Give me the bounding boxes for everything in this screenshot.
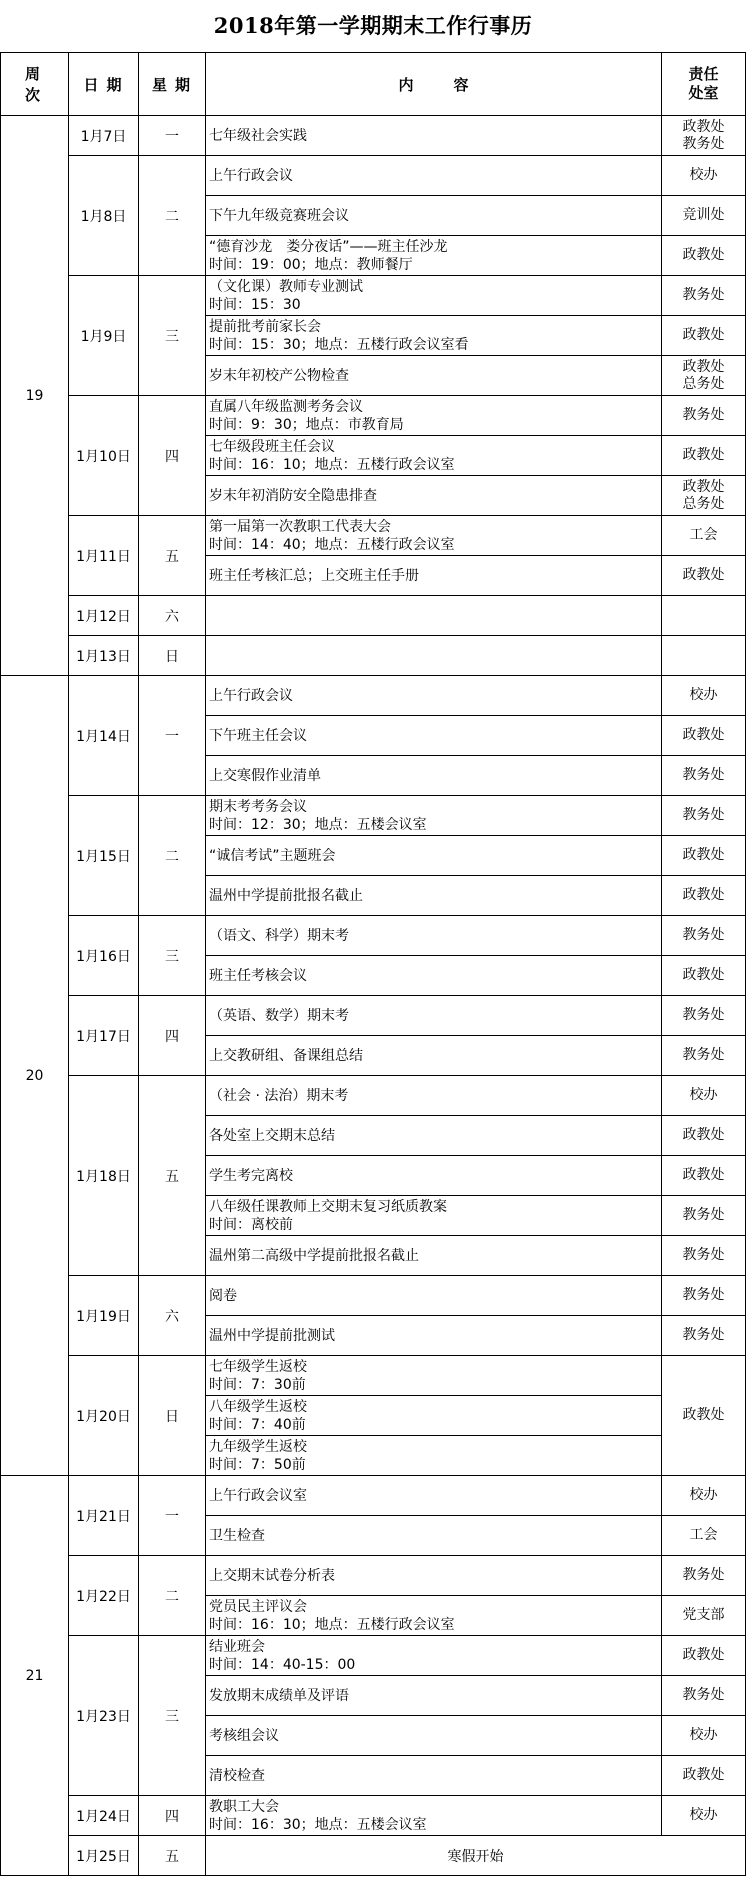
content-detail-line: 时间：9：30；地点：市教育局 (209, 416, 404, 433)
content-line: 上交期末试卷分析表 (209, 1567, 335, 1584)
content-line: 党员民主评议会 (209, 1598, 307, 1615)
dept-name: 政教处 (682, 847, 725, 863)
dept-name: 教务处 (682, 1327, 725, 1343)
content-line: 八年级学生返校 (209, 1398, 307, 1415)
content-line: 上午行政会议室 (209, 1487, 307, 1504)
date-cell: 1月25日 (69, 1836, 139, 1876)
content-line: 温州第二高级中学提前批报名截止 (209, 1247, 419, 1264)
weekday-cell: 一 (139, 116, 206, 156)
dept-name: 教务处 (682, 767, 725, 783)
header-date: 日期 (69, 53, 139, 116)
table-row (1, 916, 746, 956)
content-cell (206, 1316, 662, 1356)
weekday-cell: 日 (139, 1356, 206, 1476)
content-detail-line: 时间：7：40前 (209, 1416, 306, 1433)
date-cell: 1月24日 (69, 1796, 139, 1836)
content-detail-line: 时间：16：10；地点：五楼行政会议室 (209, 456, 455, 473)
schedule-body (1, 116, 746, 1876)
dept-cell (662, 1636, 746, 1676)
content-cell (206, 1556, 662, 1596)
content-cell (206, 1796, 662, 1836)
content-cell (206, 956, 662, 996)
content-line: 班主任考核汇总；上交班主任手册 (209, 567, 419, 584)
content-line: “德育沙龙 娄分夜话”——班主任沙龙 (209, 238, 448, 255)
table-row (1, 1476, 746, 1516)
content-detail-line: 时间：14：40；地点：五楼行政会议室 (209, 536, 455, 553)
date-cell: 1月8日 (69, 156, 139, 276)
content-line: （英语、数学）期末考 (209, 1007, 349, 1024)
dept-cell (662, 556, 746, 596)
content-cell (206, 1516, 662, 1556)
table-row (1, 1796, 746, 1836)
dept-cell (662, 1476, 746, 1516)
dept-cell (662, 956, 746, 996)
week-cell: 21 (1, 1476, 69, 1876)
dept-name: 教务处 (682, 1287, 725, 1303)
content-cell (206, 316, 662, 356)
content-detail-line: 时间：16：30；地点：五楼会议室 (209, 1816, 427, 1833)
content-line: 八年级任课教师上交期末复习纸质教案 (209, 1198, 447, 1215)
content-line: 上午行政会议 (209, 687, 293, 704)
content-line: 班主任考核会议 (209, 967, 307, 984)
date-cell: 1月21日 (69, 1476, 139, 1556)
date-cell: 1月22日 (69, 1556, 139, 1636)
weekday-cell: 四 (139, 1796, 206, 1836)
date-cell: 1月9日 (69, 276, 139, 396)
dept-cell (662, 356, 746, 396)
dept-cell (662, 1196, 746, 1236)
table-row (1, 1276, 746, 1316)
date-cell: 1月10日 (69, 396, 139, 516)
weekday-cell: 三 (139, 916, 206, 996)
content-line: 下午九年级竞赛班会议 (209, 207, 349, 224)
weekday-cell: 六 (139, 596, 206, 636)
dept-name: 校办 (689, 1807, 718, 1823)
content-cell (206, 1116, 662, 1156)
weekday-cell: 日 (139, 636, 206, 676)
content-cell (206, 876, 662, 916)
dept-cell (662, 156, 746, 196)
dept-cell (662, 516, 746, 556)
weekday-cell: 五 (139, 516, 206, 596)
dept-cell (662, 596, 746, 636)
content-line: 岁末年初消防安全隐患排查 (209, 487, 377, 504)
content-cell (206, 1436, 662, 1476)
dept-name: 政教处 (682, 247, 725, 263)
content-line: 阅卷 (209, 1287, 237, 1304)
dept-cell (662, 1756, 746, 1796)
dept-name: 政教处 (682, 1167, 725, 1183)
content-cell (206, 1156, 662, 1196)
content-cell (206, 1076, 662, 1116)
dept-cell (662, 236, 746, 276)
weekday-cell: 一 (139, 1476, 206, 1556)
dept-name: 教务处 (682, 1047, 725, 1063)
dept-name: 教务处 (682, 135, 725, 152)
table-row (1, 516, 746, 556)
content-cell (206, 1196, 662, 1236)
content-cell (206, 1276, 662, 1316)
content-detail-line: 时间：12：30；地点：五楼会议室 (209, 816, 427, 833)
dept-name: 政教处 (682, 887, 725, 903)
content-cell (206, 676, 662, 716)
weekday-cell: 二 (139, 156, 206, 276)
dept-name: 教务处 (682, 1007, 725, 1023)
content-cell (206, 1756, 662, 1796)
content-line: 发放期末成绩单及评语 (209, 1687, 349, 1704)
dept-name: 校办 (689, 167, 718, 183)
content-line: 卫生检查 (209, 1527, 265, 1544)
content-line: 九年级学生返校 (209, 1438, 307, 1455)
dept-cell (662, 716, 746, 756)
content-cell (206, 116, 662, 156)
dept-cell (662, 836, 746, 876)
content-cell (206, 156, 662, 196)
dept-cell (662, 1316, 746, 1356)
dept-cell (662, 196, 746, 236)
date-cell: 1月19日 (69, 1276, 139, 1356)
content-cell (206, 1236, 662, 1276)
content-cell (206, 1676, 662, 1716)
weekday-cell: 四 (139, 996, 206, 1076)
content-cell (206, 836, 662, 876)
date-cell: 1月11日 (69, 516, 139, 596)
dept-name: 校办 (689, 687, 718, 703)
content-line: 学生考完离校 (209, 1167, 293, 1184)
content-detail-line: 时间：7：50前 (209, 1456, 306, 1473)
dept-cell (662, 1556, 746, 1596)
dept-cell (662, 796, 746, 836)
dept-name: 政教处 (682, 447, 725, 463)
content-cell (206, 516, 662, 556)
date-cell: 1月7日 (69, 116, 139, 156)
content-cell (206, 796, 662, 836)
dept-cell (662, 916, 746, 956)
dept-name: 教务处 (682, 1567, 725, 1583)
content-line: 结业班会 (209, 1638, 265, 1655)
dept-cell (662, 1796, 746, 1836)
header-dept-line2: 处室 (688, 84, 719, 102)
table-row (1, 396, 746, 436)
content-line: 清校检查 (209, 1767, 265, 1784)
schedule-table (0, 52, 746, 1876)
content-cell (206, 996, 662, 1036)
table-row (1, 596, 746, 636)
content-line: （语文、科学）期末考 (209, 927, 349, 944)
dept-name: 竞训处 (682, 207, 725, 223)
table-row (1, 676, 746, 716)
content-line: （社会 · 法治）期末考 (209, 1087, 349, 1104)
dept-cell (662, 276, 746, 316)
content-detail-line: 时间：离校前 (209, 1216, 293, 1233)
content-line: 考核组会议 (209, 1727, 279, 1744)
dept-name: 政教处 (682, 358, 725, 375)
table-row (1, 1076, 746, 1116)
weekday-cell: 四 (139, 396, 206, 516)
dept-name: 教务处 (682, 1247, 725, 1263)
dept-cell (662, 1276, 746, 1316)
dept-name: 教务处 (682, 407, 725, 423)
content-line: 下午班主任会议 (209, 727, 307, 744)
dept-cell (662, 116, 746, 156)
weekday-cell: 二 (139, 1556, 206, 1636)
dept-name: 教务处 (682, 807, 725, 823)
weekday-cell: 二 (139, 796, 206, 916)
dept-name: 政教处 (682, 118, 725, 135)
date-cell: 1月12日 (69, 596, 139, 636)
content-detail-line: 时间：19：00；地点：教师餐厅 (209, 256, 413, 273)
content-cell (206, 1636, 662, 1676)
content-cell (206, 1356, 662, 1396)
date-cell: 1月15日 (69, 796, 139, 916)
content-cell (206, 916, 662, 956)
content-line: 教职工大会 (209, 1798, 279, 1815)
content-cell (206, 396, 662, 436)
content-line: 温州中学提前批报名截止 (209, 887, 363, 904)
date-cell: 1月17日 (69, 996, 139, 1076)
content-cell (206, 196, 662, 236)
content-detail-line: 时间：15：30 (209, 296, 301, 313)
dept-cell (662, 1076, 746, 1116)
content-cell (206, 596, 662, 636)
content-line: 七年级段班主任会议 (209, 438, 335, 455)
table-row (1, 636, 746, 676)
dept-cell (662, 636, 746, 676)
date-cell: 1月23日 (69, 1636, 139, 1796)
dept-name: 党支部 (682, 1607, 725, 1623)
week-cell: 20 (1, 676, 69, 1476)
dept-name: 教务处 (682, 1207, 725, 1223)
table-row (1, 996, 746, 1036)
dept-cell (662, 1356, 746, 1476)
dept-name: 政教处 (682, 1127, 725, 1143)
table-row (1, 1636, 746, 1676)
content-cell (206, 1716, 662, 1756)
table-row (1, 156, 746, 196)
table-row (1, 1356, 746, 1396)
content-line: 岁末年初校产公物检查 (209, 367, 349, 384)
header-content: 内容 (206, 53, 662, 116)
dept-name: 政教处 (682, 727, 725, 743)
header-week: 周次 (1, 53, 69, 116)
dept-name: 总务处 (682, 495, 725, 512)
header-row (1, 53, 746, 116)
dept-cell (662, 1236, 746, 1276)
weekday-cell: 五 (139, 1076, 206, 1276)
dept-cell (662, 1516, 746, 1556)
dept-name: 校办 (689, 1487, 718, 1503)
content-cell (206, 236, 662, 276)
dept-cell (662, 876, 746, 916)
weekday-cell: 三 (139, 276, 206, 396)
dept-cell (662, 1036, 746, 1076)
dept-name: 政教处 (682, 478, 725, 495)
dept-name: 政教处 (682, 1407, 725, 1423)
dept-name: 工会 (689, 1527, 718, 1543)
content-cell (206, 436, 662, 476)
header-dept-line1: 责任 (688, 65, 719, 83)
content-cell (206, 556, 662, 596)
content-line: 期末考考务会议 (209, 798, 307, 815)
content-cell (206, 1036, 662, 1076)
date-cell: 1月20日 (69, 1356, 139, 1476)
dept-cell (662, 1156, 746, 1196)
dept-cell (662, 1116, 746, 1156)
dept-name: 教务处 (682, 1687, 725, 1703)
content-detail-line: 时间：14：40-15：00 (209, 1656, 356, 1673)
content-line: 第一届第一次教职工代表大会 (209, 518, 391, 535)
content-line: 上交教研组、备课组总结 (209, 1047, 363, 1064)
content-cell (206, 356, 662, 396)
weekday-cell: 六 (139, 1276, 206, 1356)
content-cell (206, 476, 662, 516)
weekday-cell: 一 (139, 676, 206, 796)
table-row (1, 116, 746, 156)
weekday-cell: 三 (139, 1636, 206, 1796)
content-line: 各处室上交期末总结 (209, 1127, 335, 1144)
content-detail-line: 时间：15：30；地点：五楼行政会议室看 (209, 336, 469, 353)
header-day: 星期 (139, 53, 206, 116)
content-cell (206, 716, 662, 756)
table-row (1, 1836, 746, 1876)
dept-name: 教务处 (682, 927, 725, 943)
content-line: 上午行政会议 (209, 167, 293, 184)
dept-cell (662, 756, 746, 796)
date-cell: 1月13日 (69, 636, 139, 676)
dept-name: 政教处 (682, 1767, 725, 1783)
page-title: 2018年第一学期期末工作行事历 (213, 13, 533, 38)
content-line: 提前批考前家长会 (209, 318, 321, 335)
content-line: 上交寒假作业清单 (209, 767, 321, 784)
content-line: “诚信考试”主题班会 (209, 847, 336, 864)
content-line: 直属八年级监测考务会议 (209, 398, 363, 415)
header-dept (662, 53, 746, 116)
content-cell (206, 1596, 662, 1636)
dept-name: 教务处 (682, 287, 725, 303)
date-cell: 1月14日 (69, 676, 139, 796)
content-cell (206, 1476, 662, 1516)
dept-name: 总务处 (682, 375, 725, 392)
table-row (1, 1556, 746, 1596)
content-cell (206, 636, 662, 676)
dept-cell (662, 436, 746, 476)
week-cell: 19 (1, 116, 69, 676)
dept-cell (662, 316, 746, 356)
content-cell (206, 756, 662, 796)
content-cell (206, 1396, 662, 1436)
dept-name: 校办 (689, 1087, 718, 1103)
content-detail-line: 时间：7：30前 (209, 1376, 306, 1393)
content-line: 温州中学提前批测试 (209, 1327, 335, 1344)
dept-name: 政教处 (682, 567, 725, 583)
content-line: （文化课）教师专业测试 (209, 278, 363, 295)
dept-name: 政教处 (682, 1647, 725, 1663)
dept-cell (662, 996, 746, 1036)
dept-cell (662, 1676, 746, 1716)
dept-cell (662, 1716, 746, 1756)
weekday-cell: 五 (139, 1836, 206, 1876)
holiday-cell: 寒假开始 (206, 1836, 746, 1876)
table-row (1, 796, 746, 836)
dept-cell (662, 396, 746, 436)
dept-cell (662, 1596, 746, 1636)
date-cell: 1月18日 (69, 1076, 139, 1276)
content-line: 七年级社会实践 (209, 127, 307, 144)
dept-name: 工会 (689, 527, 718, 543)
dept-name: 校办 (689, 1727, 718, 1743)
dept-cell (662, 476, 746, 516)
content-cell (206, 276, 662, 316)
dept-name: 政教处 (682, 967, 725, 983)
dept-cell (662, 676, 746, 716)
content-line: 七年级学生返校 (209, 1358, 307, 1375)
dept-name: 政教处 (682, 327, 725, 343)
date-cell: 1月16日 (69, 916, 139, 996)
content-detail-line: 时间：16：10；地点：五楼行政会议室 (209, 1616, 455, 1633)
table-row (1, 276, 746, 316)
